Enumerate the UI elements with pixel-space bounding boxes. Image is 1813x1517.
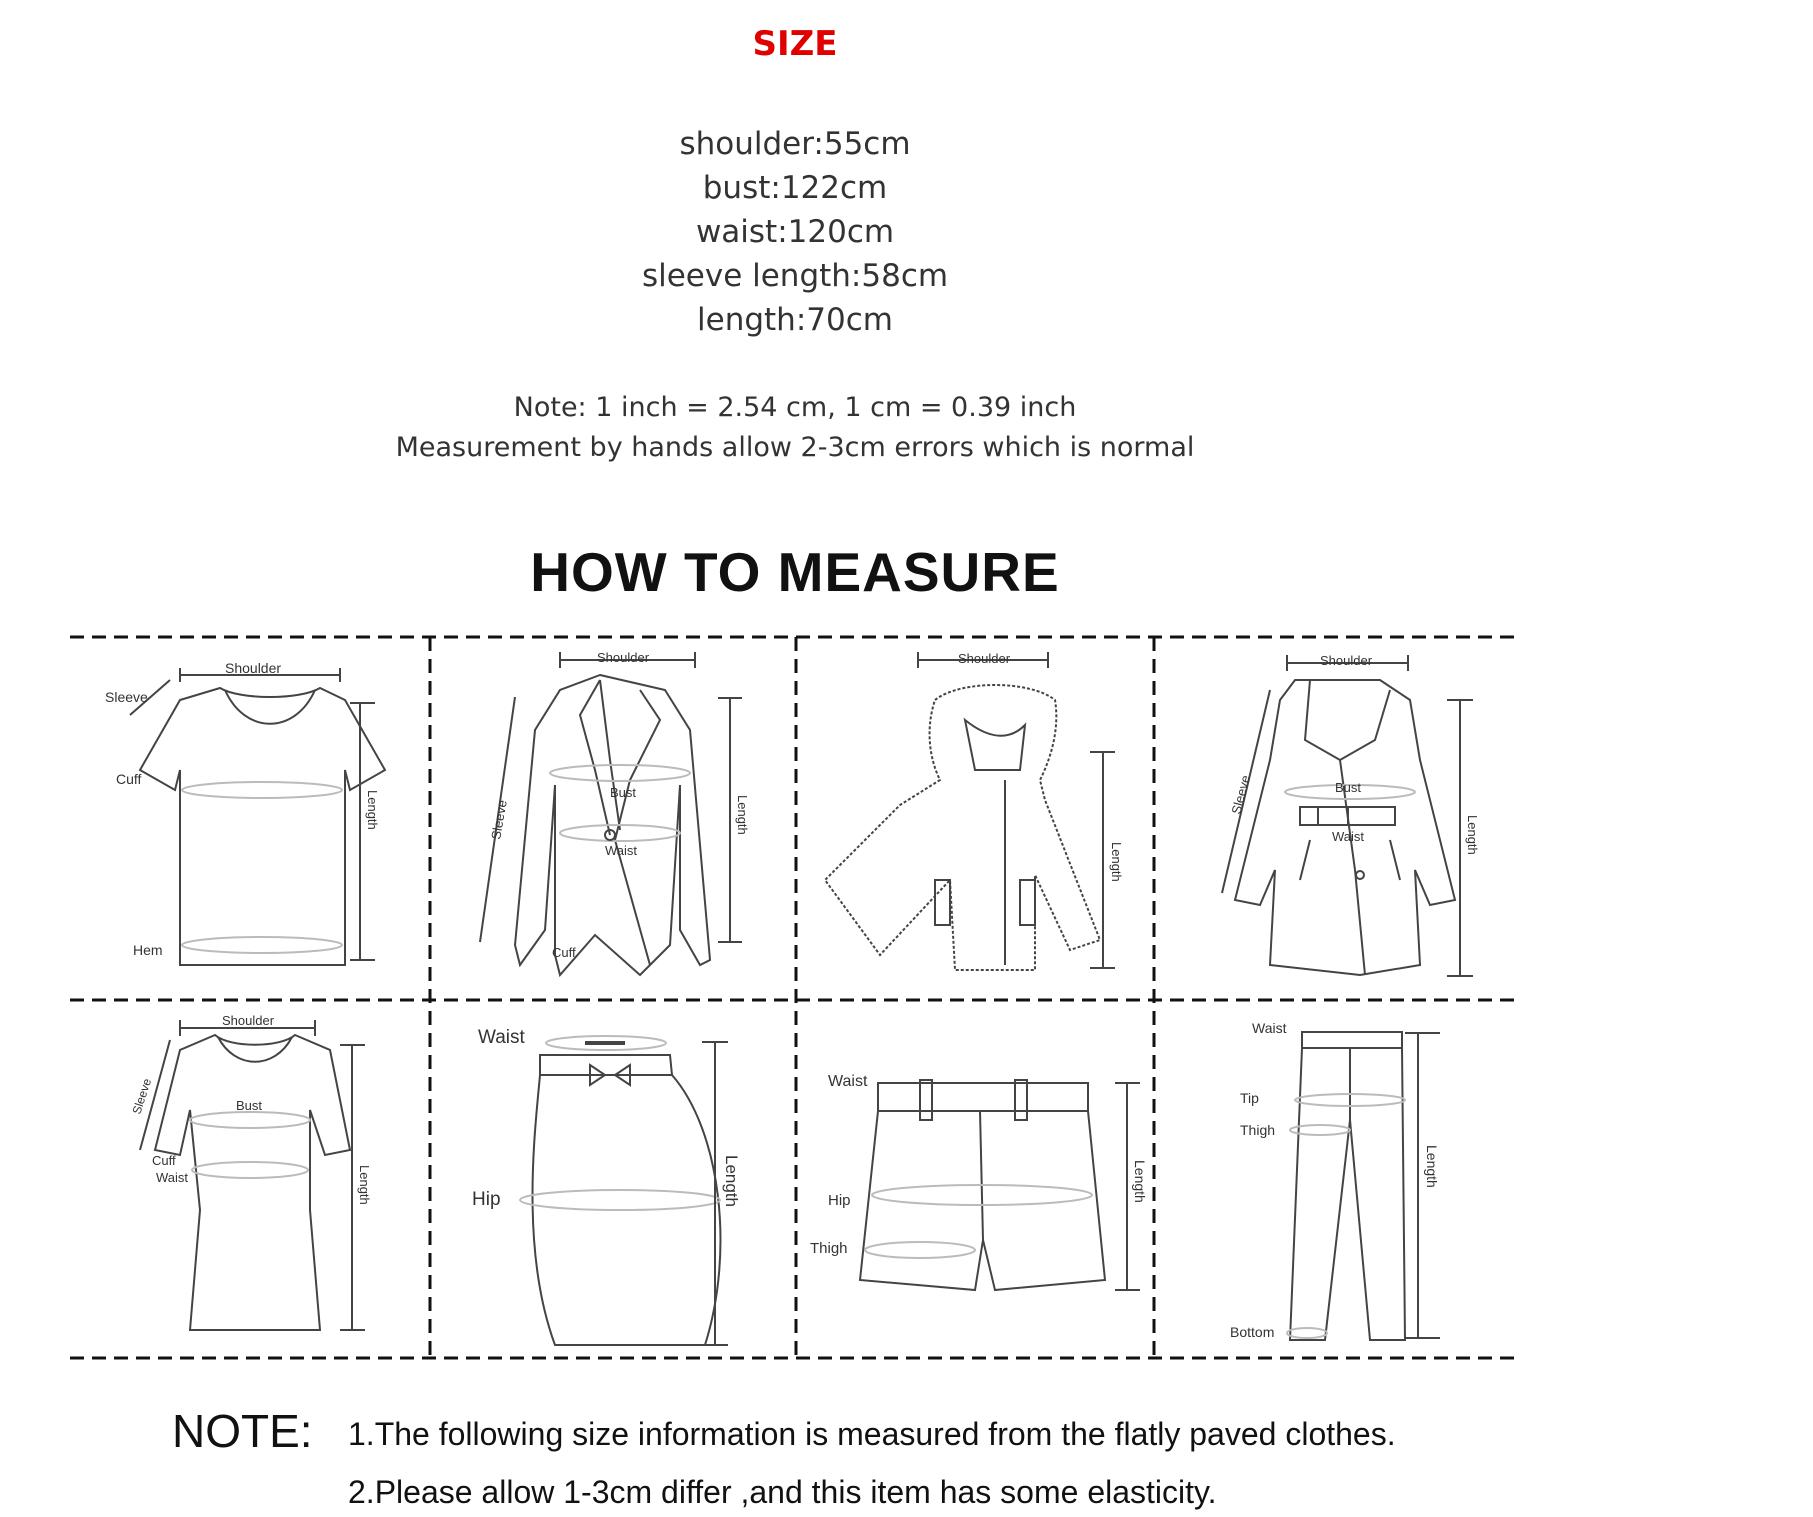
cape-coat-diagram	[825, 652, 1115, 970]
skirt-diagram	[520, 1036, 728, 1345]
footer-note-label: NOTE:	[172, 1405, 313, 1457]
skirt-length-label: Length	[722, 1155, 741, 1207]
footer-note-line-1: 1.The following size information is measured from the flatly paved clothes.	[348, 1416, 1396, 1452]
dress-length-label: Length	[357, 1165, 372, 1205]
tshirt-sleeve-label: Sleeve	[105, 689, 148, 705]
trousers-waist-label: Waist	[1252, 1020, 1287, 1036]
coat-bust-label: Bust	[1335, 780, 1362, 795]
belted-coat-diagram	[1222, 655, 1473, 976]
measurement-sleeve-length: sleeve length:58cm	[641, 258, 949, 294]
tshirt-length-label: Length	[365, 790, 380, 830]
measurement-shoulder: shoulder:55cm	[679, 126, 911, 162]
shorts-hip-label: Hip	[828, 1192, 851, 1209]
dress-waist-label: Waist	[156, 1170, 189, 1185]
cape-shoulder-label: Shoulder	[958, 651, 1011, 666]
note-conversion: Note: 1 inch = 2.54 cm, 1 cm = 0.39 inch	[513, 392, 1077, 423]
tshirt-diagram	[130, 668, 385, 965]
trousers-tip-label: Tip	[1240, 1090, 1259, 1106]
coat-length-label: Length	[1465, 815, 1480, 855]
footer-note-line-2: 2.Please allow 1-3cm differ ,and this item has some elasticity.	[348, 1474, 1217, 1510]
tshirt-hem-label: Hem	[133, 942, 163, 958]
blazer-waist-label: Waist	[605, 843, 638, 858]
coat-waist-label: Waist	[1332, 829, 1365, 844]
skirt-waist-label: Waist	[478, 1027, 525, 1048]
skirt-hip-label: Hip	[472, 1189, 501, 1210]
dress-shoulder-label: Shoulder	[222, 1013, 275, 1028]
shorts-thigh-label: Thigh	[810, 1240, 848, 1257]
measurement-bust: bust:122cm	[702, 170, 888, 206]
grid-dashed-lines	[70, 637, 1520, 1358]
dress-cuff-label: Cuff	[152, 1153, 176, 1168]
shorts-waist-label: Waist	[828, 1073, 868, 1090]
dress-sleeve-label: Sleeve	[129, 1076, 155, 1116]
tshirt-shoulder-label: Shoulder	[225, 660, 282, 676]
blazer-diagram	[480, 652, 742, 975]
trousers-bottom-label: Bottom	[1230, 1324, 1275, 1340]
shorts-length-label: Length	[1132, 1160, 1148, 1203]
trousers-length-label: Length	[1424, 1145, 1440, 1188]
size-title: SIZE	[752, 24, 838, 64]
blazer-length-label: Length	[735, 795, 750, 835]
coat-sleeve-label: Sleeve	[1228, 773, 1254, 816]
trousers-thigh-label: Thigh	[1240, 1122, 1276, 1138]
blazer-cuff-label: Cuff	[552, 945, 576, 960]
blazer-shoulder-label: Shoulder	[597, 650, 650, 665]
coat-shoulder-label: Shoulder	[1320, 653, 1373, 668]
tshirt-cuff-label: Cuff	[116, 771, 142, 787]
blazer-bust-label: Bust	[610, 785, 637, 800]
note-tolerance: Measurement by hands allow 2-3cm errors which is normal	[395, 432, 1195, 463]
blazer-sleeve-label: Sleeve	[488, 798, 510, 841]
shorts-diagram	[860, 1080, 1140, 1290]
how-to-measure-title: HOW TO MEASURE	[530, 541, 1060, 603]
trousers-diagram	[1287, 1032, 1440, 1340]
dress-bust-label: Bust	[236, 1098, 263, 1113]
measurement-length: length:70cm	[697, 302, 893, 338]
cape-length-label: Length	[1109, 842, 1124, 882]
measurement-waist: waist:120cm	[695, 214, 895, 250]
